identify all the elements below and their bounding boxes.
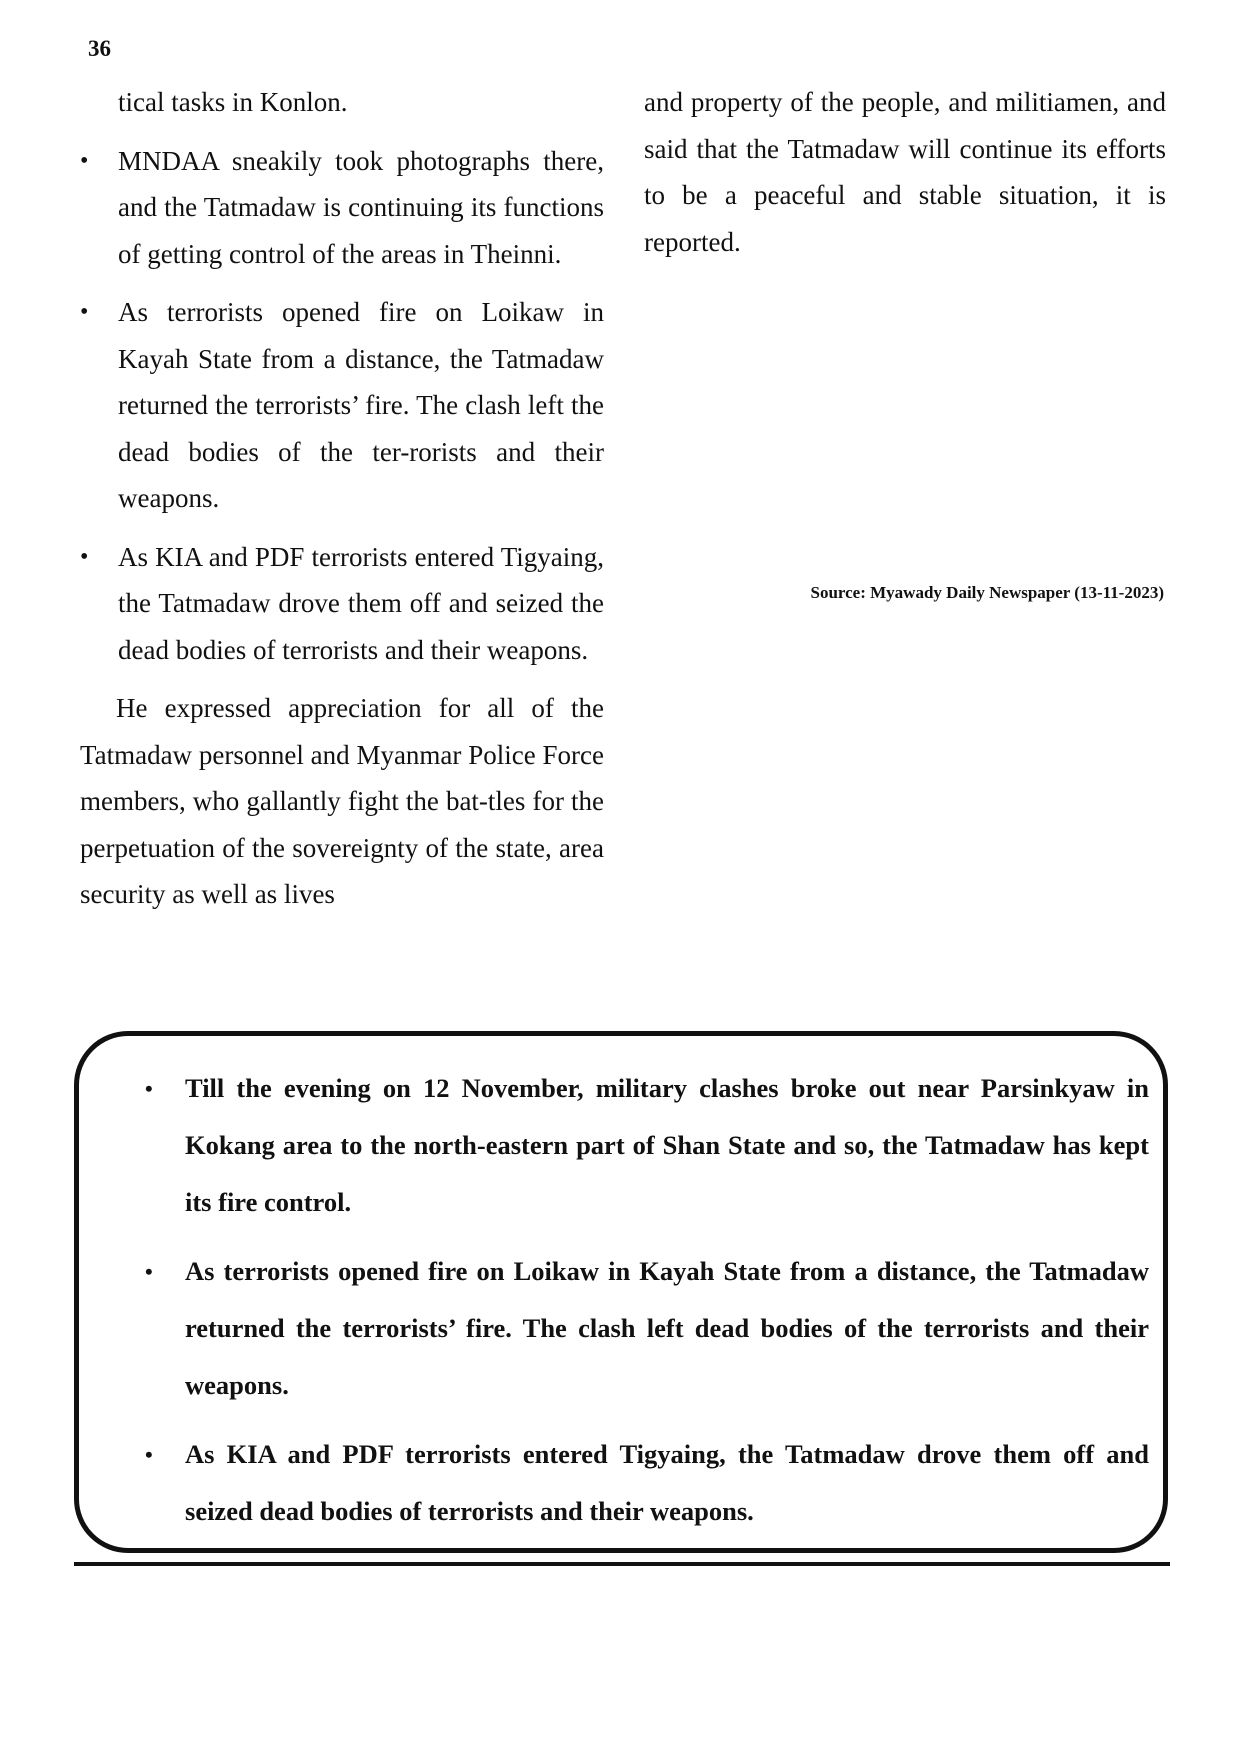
appreciation-paragraph: He expressed appreciation for all of the Tatmadaw personnel and Myanmar Police Force members, who gallantly fight the bat-tles for the perpetuation of the sovereignty of the state, area security as well as lives — [80, 693, 604, 909]
summary-box — [74, 1031, 1168, 1553]
right-column — [644, 79, 1166, 265]
summary-bullet-item: • As terrorists opened fire on Loikaw in Kayah State from a distance, the Tatmadaw returned the terrorists’ fire. The clash left dead bodies of the terrorists and their weapons. — [145, 1243, 1149, 1414]
page-number: 36 — [88, 36, 111, 61]
left-bullet-list — [80, 138, 604, 674]
summary-bullet-list — [145, 1060, 1149, 1552]
summary-bullet-item: • Till the evening on 12 November, military clashes broke out near Parsinkyaw in Kokang area to the north-eastern part of Shan State and so, the Tatmadaw has kept its fire control. — [145, 1060, 1149, 1231]
summary-bullet-item: • As KIA and PDF terrorists entered Tigyaing, the Tatmadaw drove them off and seized dead bodies of terrorists and their weapons. — [145, 1426, 1149, 1540]
source-credit: Source: Myawady Daily Newspaper (13-11-2023) — [810, 583, 1164, 602]
bullet-item: • MNDAA sneakily took photographs there, and the Tatmadaw is continuing its functions of getting control of the areas in Theinni. — [80, 138, 604, 278]
continuation-line: tical tasks in Konlon. — [118, 87, 348, 117]
bottom-rule — [74, 1562, 1170, 1566]
bullet-item: • As KIA and PDF terrorists entered Tigyaing, the Tatmadaw drove them off and seized the dead bodies of terrorists and their weapons. — [80, 534, 604, 674]
left-column — [80, 79, 604, 918]
bullet-item: • As terrorists opened fire on Loikaw in Kayah State from a distance, the Tatmadaw returned the terrorists’ fire. The clash left the dead bodies of the ter-rorists and their weapons. — [80, 289, 604, 522]
continuation-paragraph: and property of the people, and militiamen, and said that the Tatmadaw will continue its efforts to be a peaceful and stable situation, it is reported. — [644, 87, 1166, 257]
